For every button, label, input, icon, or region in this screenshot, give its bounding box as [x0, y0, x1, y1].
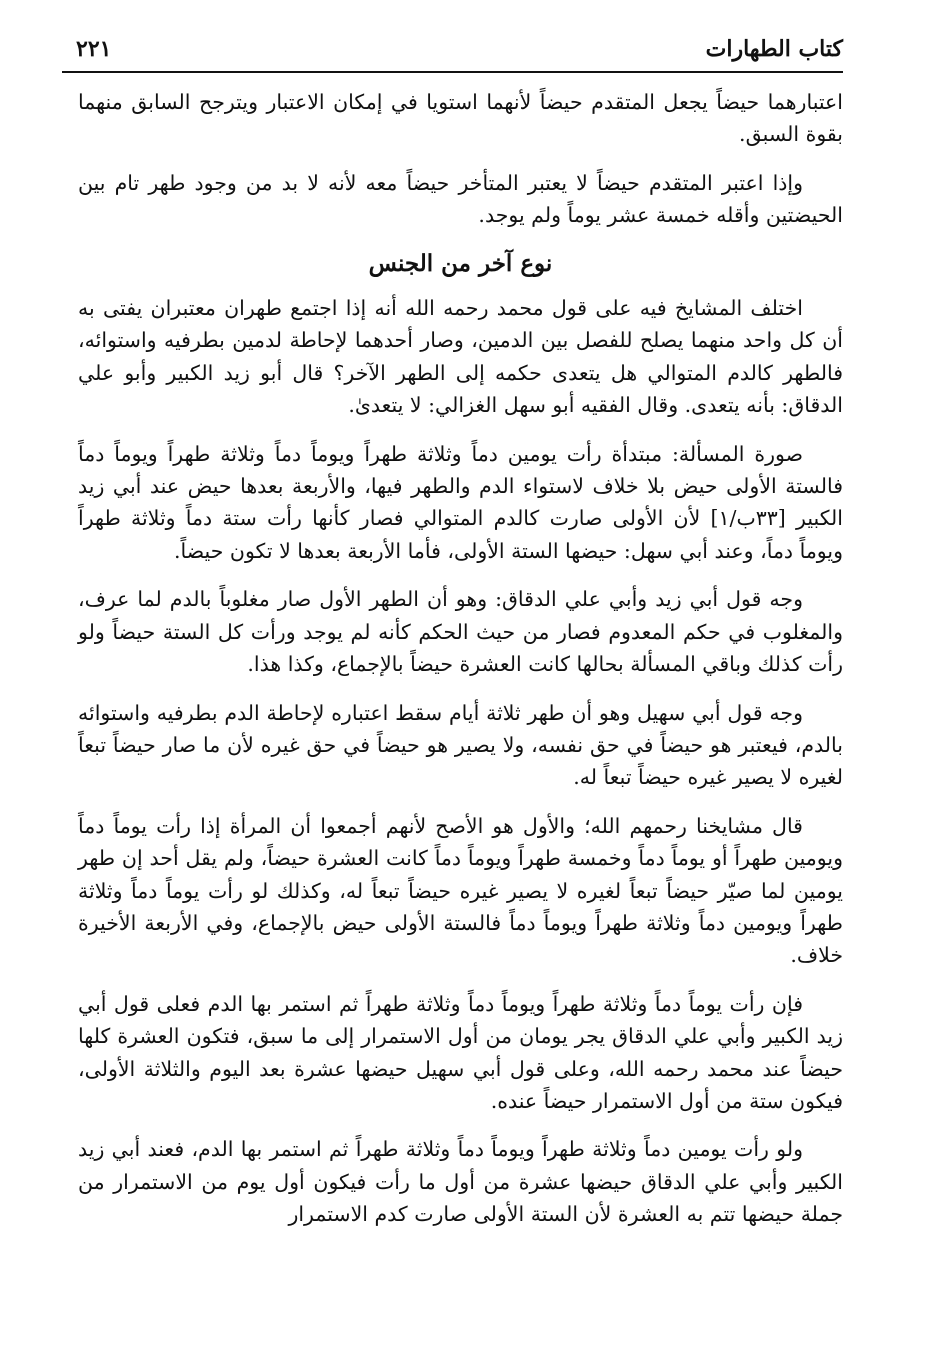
paragraph-5: وجه قول أبي زيد وأبي علي الدقاق: وهو أن الطهر الأول صار مغلوباً بالدم لما عرف، والمغلوب في حكم المعدوم فصار من حيث الحكم كأنه لم يوجد ورأت كل الستة حيضاً ولو رأت كذلك وباقي المسألة بحالها كانت العشرة حيضاً بالإجماع، وكذا هذا.	[78, 587, 843, 677]
header-rule	[62, 71, 843, 73]
page-number: ٢٢١	[76, 36, 112, 62]
section-heading: نوع آخر من الجنس	[368, 249, 553, 277]
paragraph-6: وجه قول أبي سهيل وهو أن طهر ثلاثة أيام سقط اعتباره لإحاطة الدم بطرفيه واستوائه بالدم، فيعتبر هو حيضاً في حق نفسه، ولا يصير هو حيضاً في حق غيره لأن ما صار حيضاً تبعاً لغيره لا يصير غيره حيضاً تبعاً له.	[78, 700, 843, 790]
page-body	[78, 86, 843, 1247]
paragraph-9: ولو رأت يومين دماً وثلاثة طهراً ويوماً دماً وثلاثة طهراً ثم استمر بها الدم، فعند أبي زيد الكبير وأبي علي الدقاق حيضها عشرة من أول ما رأت فيكون أول يوم من الاستمرار من جملة حيضها تتم به العشرة لأن الستة الأولى صارت كدم الاستمرار	[78, 1137, 843, 1227]
page-header	[60, 28, 843, 72]
paragraph-4: صورة المسألة: مبتدأة رأت يومين دماً وثلاثة طهراً ويوماً دماً وثلاثة طهراً ويوماً دماً فالستة الأولى حيض بلا خلاف لاستواء الدم والطهر فيها، والأربعة بعدها حيض عند أبي زيد الكبير [٣٣ب/١] لأن الأولى صارت كالدم المتوالي فصار كأنها رأت ستة دماً وثلاثة طهراً ويوماً دماً، وعند أبي سهل: حيضها الستة الأولى، فأما الأربعة بعدها لا تكون حيضاً.	[78, 441, 843, 563]
paragraph-8: فإن رأت يوماً دماً وثلاثة طهراً ويوماً دماً وثلاثة طهراً ثم استمر بها الدم فعلى قول أبي زيد الكبير وأبي علي الدقاق يجر يومان من أول الاستمرار إلى ما سبق، فتكون العشرة كلها حيضاً عند محمد رحمه الله، وعلى قول أبي سهيل حيضها عشرة بعد اليوم والثلاثة الأولى، فيكون ستة من أول الاستمرار حيضاً عنده.	[78, 991, 843, 1113]
paragraph-7: قال مشايخنا رحمهم الله؛ والأول هو الأصح لأنهم أجمعوا أن المرأة إذا رأت يوماً دماً ويومين طهراً أو يوماً دماً وخمسة طهراً ويوماً دماً كانت العشرة حيضاً، ولم يقل أحد إن طهر يومين لما صيّر حيضاً تبعاً لغيره لا يصير غيره حيضاً تبعاً له، وكذلك لو رأت يوماً دماً وثلاثة طهراً ويومين دماً وثلاثة طهراً ويوماً دماً فالستة الأولى حيض بالإجماع، وفي الأربعة الأخيرة خلاف.	[78, 813, 843, 968]
paragraph-1: اعتبارهما حيضاً يجعل المتقدم حيضاً لأنهما استويا في إمكان الاعتبار ويترجح السابق منهما بقوة السبق.	[78, 90, 843, 147]
paragraph-3: اختلف المشايخ فيه على قول محمد رحمه الله أنه إذا اجتمع طهران معتبران يفتى به أن كل واحد منهما يصلح للفصل بين الدمين، وصار أحدهما لإحاطة لدمين بطرفيه واستوائه، فالطهر كالدم المتوالي هل يتعدى حكمه إلى الطهر الآخر؟ قال أبو زيد الكبير وأبو علي الدقاق: بأنه يتعدى. وقال الفقيه أبو سهل الغزالي: لا يتعدىٰ.	[78, 296, 843, 418]
book-title: كتاب الطهارات	[705, 36, 843, 62]
paragraph-2: وإذا اعتبر المتقدم حيضاً لا يعتبر المتأخر حيضاً معه لأنه لا بد من وجود طهر تام بين الحيضتين وأقله خمسة عشر يوماً ولم يوجد.	[78, 170, 843, 228]
